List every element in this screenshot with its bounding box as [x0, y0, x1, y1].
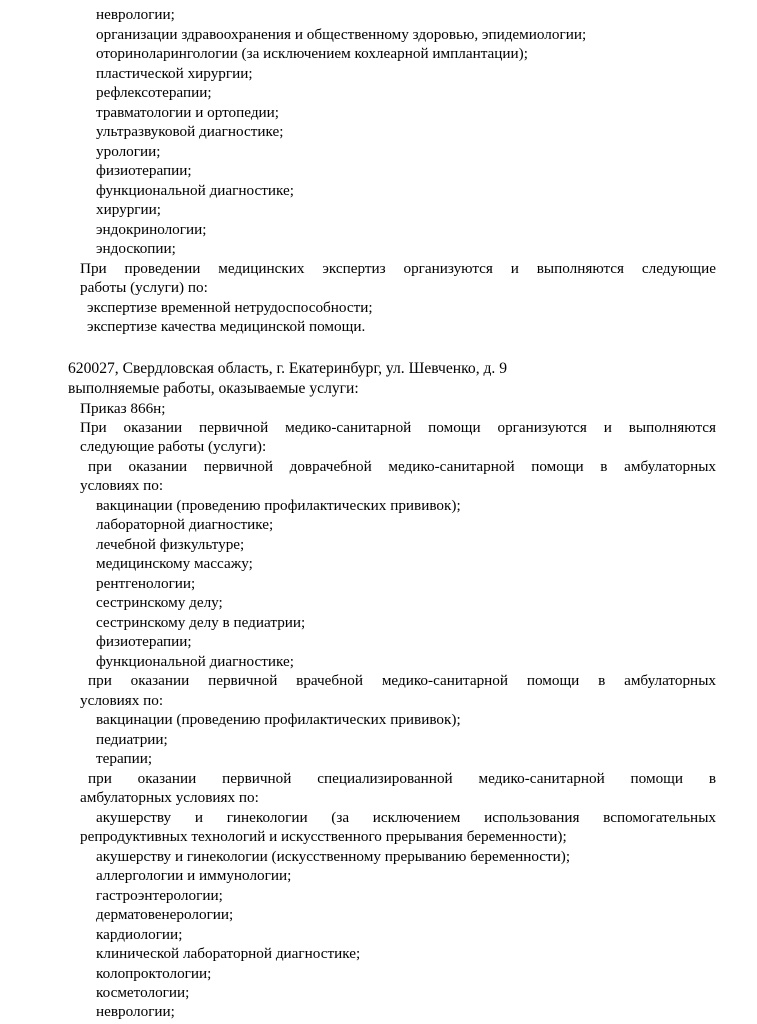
list-item: неврологии; — [96, 1003, 175, 1020]
list-item: ультразвуковой диагностике; — [96, 123, 284, 140]
list-item: эндокринологии; — [96, 221, 207, 238]
list-item: функциональной диагностике; — [96, 182, 294, 199]
list-item: травматологии и ортопедии; — [96, 104, 280, 121]
order-reference: Приказ 866н; — [80, 400, 166, 417]
list-item: лечебной физкультуре; — [96, 536, 245, 553]
list-item: клинической лабораторной диагностике; — [96, 945, 361, 962]
expertise-item: экспертизе временной нетрудоспособности; — [87, 299, 373, 316]
list-item: терапии; — [96, 750, 153, 767]
list-item: физиотерапии; — [96, 162, 192, 179]
list-item-cont: репродуктивных технологий и искусственного прерывания беременности); — [80, 828, 567, 845]
primary-care-intro: При оказании первичной медико-санитарной помощи организуются и выполняются — [80, 419, 716, 436]
list-item: рентгенологии; — [96, 575, 196, 592]
list-item: вакцинации (проведению профилактических прививок); — [96, 711, 461, 728]
prevrach-heading: при оказании первичной доврачебной медико-санитарной помощи в амбулаторных — [88, 458, 716, 475]
list-item: кардиологии; — [96, 926, 183, 943]
primary-care-intro-cont: следующие работы (услуги): — [80, 438, 267, 455]
list-item: педиатрии; — [96, 731, 168, 748]
list-item: гастроэнтерологии; — [96, 887, 223, 904]
list-item: сестринскому делу в педиатрии; — [96, 614, 306, 631]
list-item: урологии; — [96, 143, 161, 160]
expertise-intro-cont: работы (услуги) по: — [80, 279, 208, 296]
list-item: косметологии; — [96, 984, 190, 1001]
list-item: медицинскому массажу; — [96, 555, 253, 572]
list-item: лабораторной диагностике; — [96, 516, 274, 533]
list-item: акушерству и гинекологии (искусственному прерыванию беременности); — [96, 848, 571, 865]
list-item: функциональной диагностике; — [96, 653, 294, 670]
list-item: аллергологии и иммунологии; — [96, 867, 292, 884]
list-item: рефлексотерапии; — [96, 84, 212, 101]
prevrach-heading-cont: условиях по: — [80, 477, 164, 494]
specialized-heading: при оказании первичной специализированной медико-санитарной помощи в — [88, 770, 716, 787]
list-item: вакцинации (проведению профилактических прививок); — [96, 497, 461, 514]
expertise-item: экспертизе качества медицинской помощи. — [87, 318, 366, 335]
works-label: выполняемые работы, оказываемые услуги: — [68, 380, 359, 397]
list-item: сестринскому делу; — [96, 594, 223, 611]
list-item: неврологии; — [96, 6, 175, 23]
list-item: дерматовенерологии; — [96, 906, 234, 923]
specialized-heading-cont: амбулаторных условиях по: — [80, 789, 259, 806]
vrach-heading-cont: условиях по: — [80, 692, 164, 709]
list-item: хирургии; — [96, 201, 162, 218]
list-item: организации здравоохранения и общественному здоровью, эпидемиологии; — [96, 26, 587, 43]
vrach-heading: при оказании первичной врачебной медико-санитарной помощи в амбулаторных — [88, 672, 716, 689]
list-item: пластической хирургии; — [96, 65, 253, 82]
list-item: эндоскопии; — [96, 240, 176, 257]
expertise-intro: При проведении медицинских экспертиз организуются и выполняются следующие — [80, 260, 716, 277]
list-item: оториноларингологии (за исключением кохлеарной имплантации); — [96, 45, 528, 62]
list-item: физиотерапии; — [96, 633, 192, 650]
list-item: колопроктологии; — [96, 965, 212, 982]
list-item: акушерству и гинекологии (за исключением использования вспомогательных — [96, 809, 716, 826]
address-heading: 620027, Свердловская область, г. Екатеринбург, ул. Шевченко, д. 9 — [68, 360, 508, 377]
